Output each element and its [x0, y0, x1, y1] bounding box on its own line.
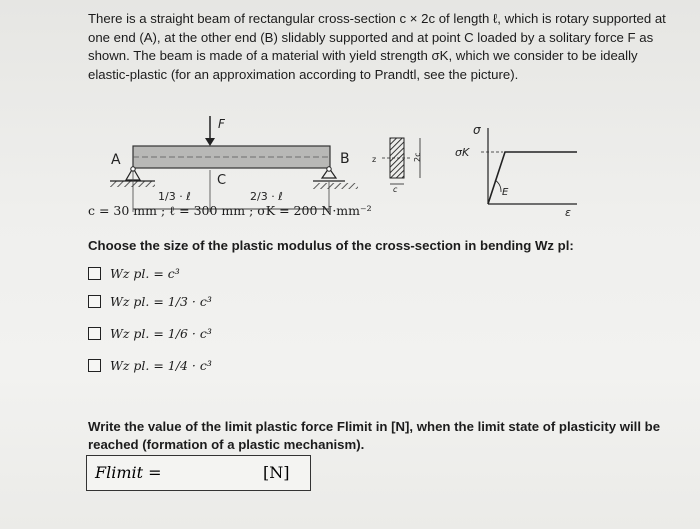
option-2-checkbox[interactable]: [88, 295, 101, 308]
option-1-label: Wz pl. = c³: [110, 265, 180, 281]
option-3-checkbox[interactable]: [88, 327, 101, 340]
left-segment-label: 1/3 · ℓ: [158, 190, 191, 203]
option-3[interactable]: [88, 323, 212, 343]
problem-statement: There is a straight beam of rectangular cross-section c × 2c of length ℓ, which is rotary supported at one end (A), at the other end (B) slidably supported and at point C loaded by a solitary force F as shown. The beam is made of a material with yield strength σK, which we consider to be ideally elastic-plastic (for an approximation according to Prandtl, see the picture).: [88, 11, 666, 82]
label-b: B: [340, 151, 350, 167]
section-width-label: c: [393, 185, 398, 194]
option-1-checkbox[interactable]: [88, 267, 101, 280]
option-3-label: Wz pl. = 1/6 · c³: [110, 325, 212, 341]
label-c: C: [217, 173, 227, 188]
stress-strain-diagram: [445, 118, 585, 218]
option-4-checkbox[interactable]: [88, 359, 101, 372]
cross-section-diagram: [368, 132, 440, 194]
option-4[interactable]: [88, 355, 212, 375]
question-plastic-modulus: Choose the size of the plastic modulus of the cross-section in bending Wz pl:: [88, 238, 574, 253]
section-z-label: z: [372, 155, 377, 164]
limit-force-answer-field[interactable]: [86, 455, 311, 491]
option-1[interactable]: [88, 263, 180, 283]
given-values: c = 30 mm ; ℓ = 300 mm ; σK = 200 N·mm⁻²: [88, 203, 372, 218]
limit-force-unit: [N]: [263, 463, 290, 482]
option-2[interactable]: [88, 291, 212, 311]
yield-label: σK: [455, 146, 470, 159]
modulus-label: E: [502, 187, 509, 198]
force-label: F: [218, 117, 225, 131]
section-height-label: 2c: [413, 152, 422, 162]
beam-diagram: [100, 112, 380, 217]
question-limit-force: Write the value of the limit plastic force Flimit in [N], when the limit state of plasticity will be reached (formation of a plastic mechanism).: [88, 419, 661, 452]
stress-axis-label: σ: [473, 123, 481, 137]
label-a: A: [111, 152, 121, 168]
option-4-label: Wz pl. = 1/4 · c³: [110, 357, 212, 373]
limit-force-lhs: Flimit =: [95, 463, 162, 482]
option-2-label: Wz pl. = 1/3 · c³: [110, 293, 212, 309]
strain-axis-label: ε: [565, 206, 571, 218]
right-segment-label: 2/3 · ℓ: [250, 190, 283, 203]
